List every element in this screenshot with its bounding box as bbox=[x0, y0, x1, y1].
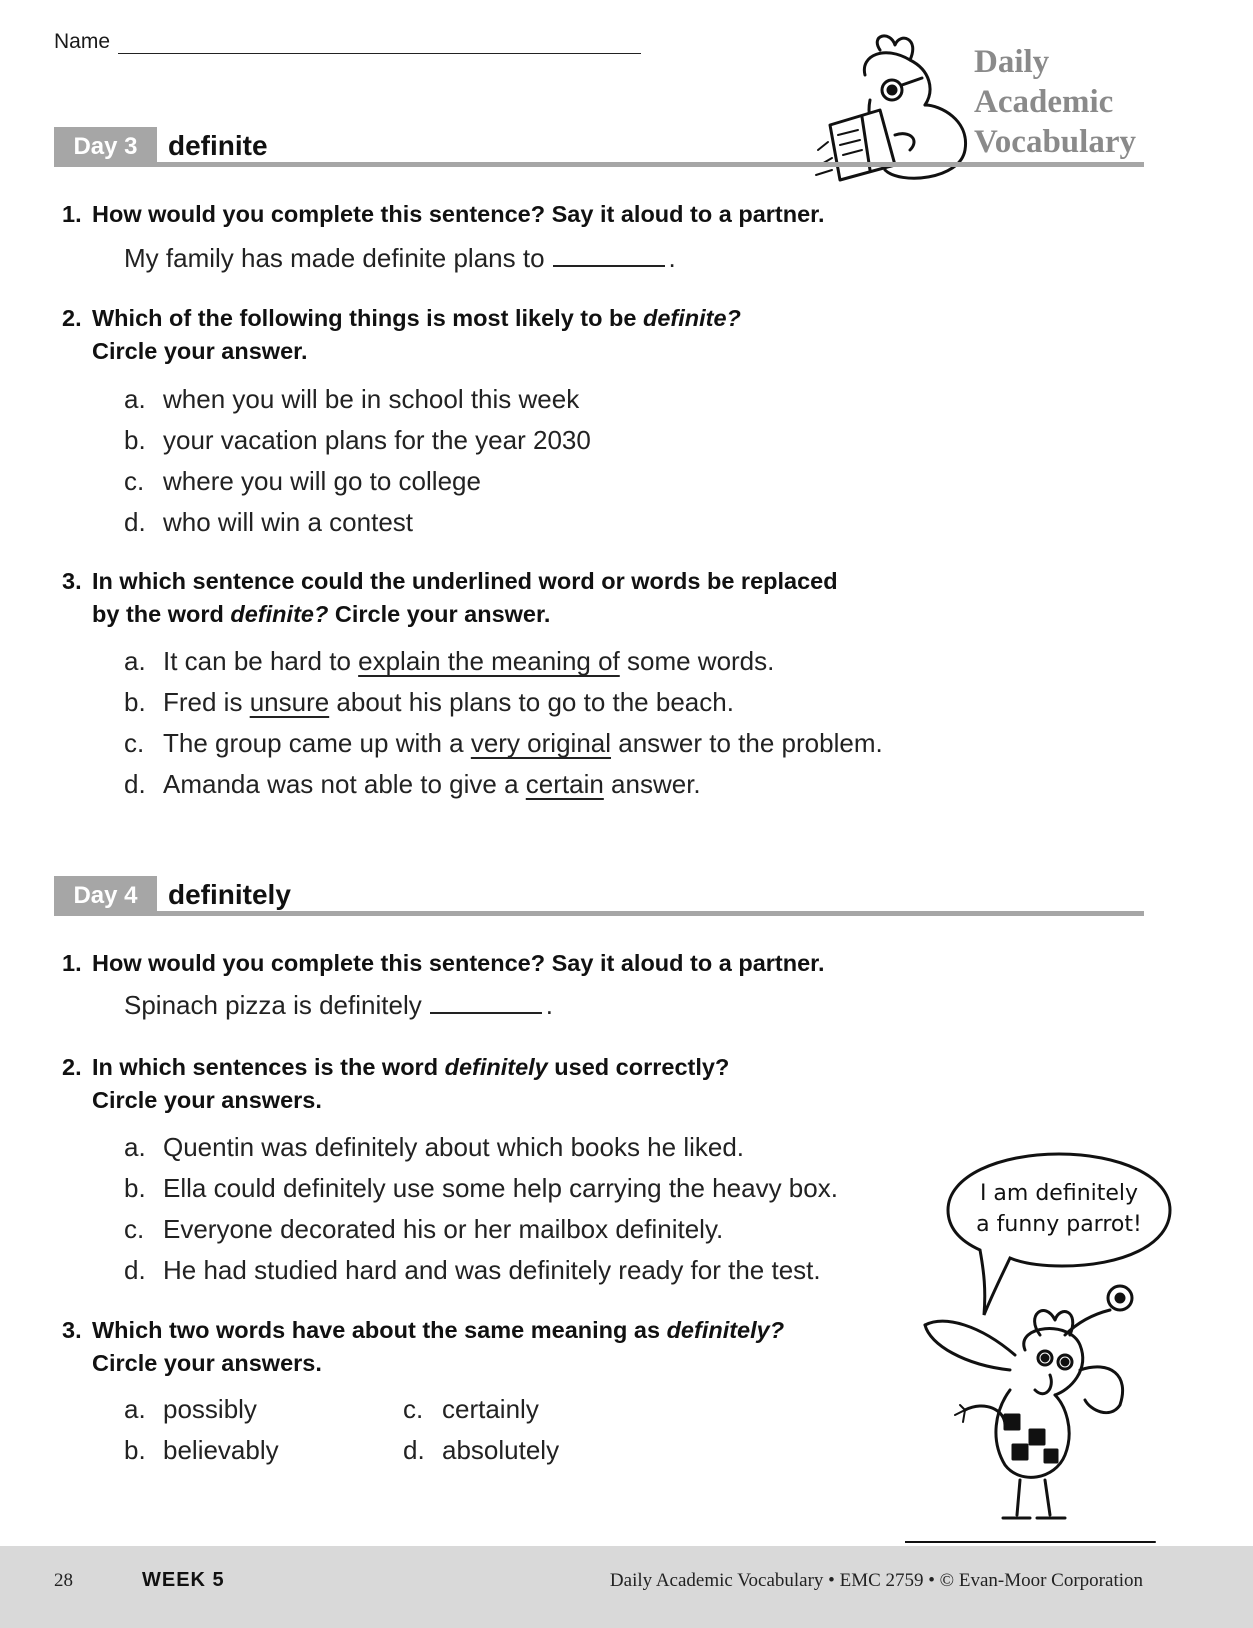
question-keyword: definitely bbox=[444, 1054, 548, 1080]
option-d[interactable] bbox=[124, 502, 591, 543]
day4-tab: Day 4 bbox=[54, 876, 157, 916]
option-letter: a. bbox=[124, 646, 146, 676]
name-write-line[interactable] bbox=[118, 53, 641, 54]
day4-q3-options-left bbox=[124, 1389, 279, 1471]
day3-question-2 bbox=[62, 302, 741, 368]
underlined-words: explain the meaning of bbox=[358, 646, 620, 676]
option-text: absolutely bbox=[442, 1435, 560, 1465]
question-instruction: Circle your answers. bbox=[92, 1350, 322, 1376]
question-number: 1. bbox=[62, 201, 82, 227]
underlined-words: unsure bbox=[249, 687, 330, 717]
option-text: He had studied hard and was definitely ready for the test. bbox=[163, 1255, 821, 1285]
question-text: In which sentence could the underlined word or words be replaced bbox=[92, 568, 838, 594]
option-letter: d. bbox=[403, 1435, 425, 1465]
option-d[interactable] bbox=[124, 1250, 838, 1291]
option-b[interactable] bbox=[124, 682, 883, 723]
question-text: How would you complete this sentence? Say it aloud to a partner. bbox=[92, 950, 825, 976]
option-letter: d. bbox=[124, 507, 146, 537]
option-a[interactable] bbox=[124, 641, 883, 682]
option-letter: b. bbox=[124, 1435, 146, 1465]
answer-blank[interactable] bbox=[553, 245, 665, 267]
option-letter: a. bbox=[124, 1132, 146, 1162]
sentence-text: Spinach pizza is definitely bbox=[124, 990, 422, 1020]
option-text-end: answer. bbox=[603, 769, 701, 799]
sentence-end: . bbox=[545, 990, 553, 1020]
day4-word: definitely bbox=[168, 879, 291, 910]
question-instruction: Circle your answer. bbox=[92, 338, 308, 364]
day3-tab: Day 3 bbox=[54, 127, 157, 167]
day4-question-2 bbox=[62, 1051, 729, 1117]
option-text: your vacation plans for the year 2030 bbox=[163, 425, 591, 455]
day3-q3-options bbox=[124, 641, 883, 805]
option-c[interactable] bbox=[403, 1389, 559, 1430]
answer-blank[interactable] bbox=[430, 992, 542, 1014]
day3-rule bbox=[157, 162, 1144, 167]
option-text: certainly bbox=[442, 1394, 539, 1424]
logo-line-3: Vocabulary bbox=[974, 124, 1136, 160]
question-text: In which sentences is the word bbox=[92, 1054, 445, 1080]
option-c[interactable] bbox=[124, 461, 591, 502]
question-text: How would you complete this sentence? Say it aloud to a partner. bbox=[92, 201, 825, 227]
week-label: WEEK 5 bbox=[142, 1569, 225, 1591]
logo-line-2: Academic bbox=[974, 84, 1114, 120]
day3-q1-sentence bbox=[124, 243, 676, 274]
option-text-end: about his plans to go to the beach. bbox=[329, 687, 734, 717]
option-d[interactable] bbox=[403, 1430, 559, 1471]
day4-header bbox=[54, 876, 1144, 916]
option-letter: c. bbox=[124, 1214, 145, 1244]
option-letter: b. bbox=[124, 1173, 146, 1203]
page-number: 28 bbox=[54, 1570, 73, 1591]
question-keyword: definite? bbox=[230, 601, 329, 627]
question-number: 2. bbox=[62, 305, 82, 331]
option-c[interactable] bbox=[124, 723, 883, 764]
day3-word: definite bbox=[168, 130, 268, 161]
underlined-words: very original bbox=[470, 728, 612, 758]
day4-q3-options-right bbox=[403, 1389, 559, 1471]
option-text: Ella could definitely use some help carrying the heavy box. bbox=[163, 1173, 838, 1203]
question-instruction: Circle your answers. bbox=[92, 1087, 322, 1113]
question-number: 3. bbox=[62, 1317, 82, 1343]
option-text: who will win a contest bbox=[163, 507, 413, 537]
option-text: possibly bbox=[163, 1394, 257, 1424]
option-b[interactable] bbox=[124, 1168, 838, 1209]
question-number: 1. bbox=[62, 950, 82, 976]
day4-q2-options bbox=[124, 1127, 838, 1291]
option-a[interactable] bbox=[124, 1389, 279, 1430]
option-letter: c. bbox=[124, 466, 145, 496]
option-text: Fred is bbox=[163, 687, 250, 717]
question-text: Which of the following things is most likely to be bbox=[92, 305, 643, 331]
underlined-words: certain bbox=[525, 769, 604, 799]
question-text: Which two words have about the same meaning as bbox=[92, 1317, 667, 1343]
day3-q2-options bbox=[124, 379, 591, 543]
option-letter: a. bbox=[124, 384, 146, 414]
question-number: 2. bbox=[62, 1054, 82, 1080]
day4-rule bbox=[157, 911, 1144, 916]
day3-question-3 bbox=[62, 565, 838, 631]
option-text: It can be hard to bbox=[163, 646, 359, 676]
option-text: when you will be in school this week bbox=[163, 384, 580, 414]
day4-q1-sentence bbox=[124, 990, 553, 1021]
parrot-with-flower-icon bbox=[905, 1280, 1165, 1550]
name-label: Name bbox=[54, 30, 111, 53]
question-keyword: definitely? bbox=[666, 1317, 785, 1343]
option-letter: c. bbox=[124, 728, 145, 758]
day3-header bbox=[54, 127, 1144, 167]
option-letter: a. bbox=[124, 1394, 146, 1424]
question-text-cont: by the word bbox=[92, 601, 231, 627]
option-c[interactable] bbox=[124, 1209, 838, 1250]
day4-question-1 bbox=[62, 947, 825, 980]
question-instruction: Circle your answer. bbox=[328, 601, 551, 627]
option-text: where you will go to college bbox=[163, 466, 481, 496]
sentence-end: . bbox=[668, 243, 676, 273]
option-letter: d. bbox=[124, 1255, 146, 1285]
option-letter: b. bbox=[124, 425, 146, 455]
option-text-end: answer to the problem. bbox=[611, 728, 883, 758]
option-a[interactable] bbox=[124, 1127, 838, 1168]
option-letter: b. bbox=[124, 687, 146, 717]
option-d[interactable] bbox=[124, 764, 883, 805]
option-text: Quentin was definitely about which books he liked. bbox=[163, 1132, 745, 1162]
option-b[interactable] bbox=[124, 420, 591, 461]
day4-question-3 bbox=[62, 1314, 784, 1380]
footer-credit: Daily Academic Vocabulary • EMC 2759 • © Evan-Moor Corporation bbox=[609, 1570, 1143, 1591]
option-letter: c. bbox=[403, 1394, 424, 1424]
bubble-line-1: I am definitely bbox=[979, 1181, 1139, 1206]
sentence-text: My family has made definite plans to bbox=[124, 243, 545, 273]
option-a[interactable] bbox=[124, 379, 591, 420]
option-text: Everyone decorated his or her mailbox definitely. bbox=[163, 1214, 724, 1244]
bubble-line-2: a funny parrot! bbox=[976, 1212, 1142, 1237]
speech-bubble-text bbox=[965, 1178, 1153, 1240]
option-text-end: some words. bbox=[619, 646, 775, 676]
question-number: 3. bbox=[62, 568, 82, 594]
question-keyword: definite? bbox=[642, 305, 741, 331]
option-text: The group came up with a bbox=[163, 728, 471, 758]
option-text: Amanda was not able to give a bbox=[163, 769, 526, 799]
option-letter: d. bbox=[124, 769, 146, 799]
question-text-end: used correctly? bbox=[547, 1054, 730, 1080]
day3-question-1 bbox=[62, 198, 825, 231]
logo-line-1: Daily bbox=[974, 44, 1050, 80]
option-b[interactable] bbox=[124, 1430, 279, 1471]
option-text: believably bbox=[163, 1435, 279, 1465]
